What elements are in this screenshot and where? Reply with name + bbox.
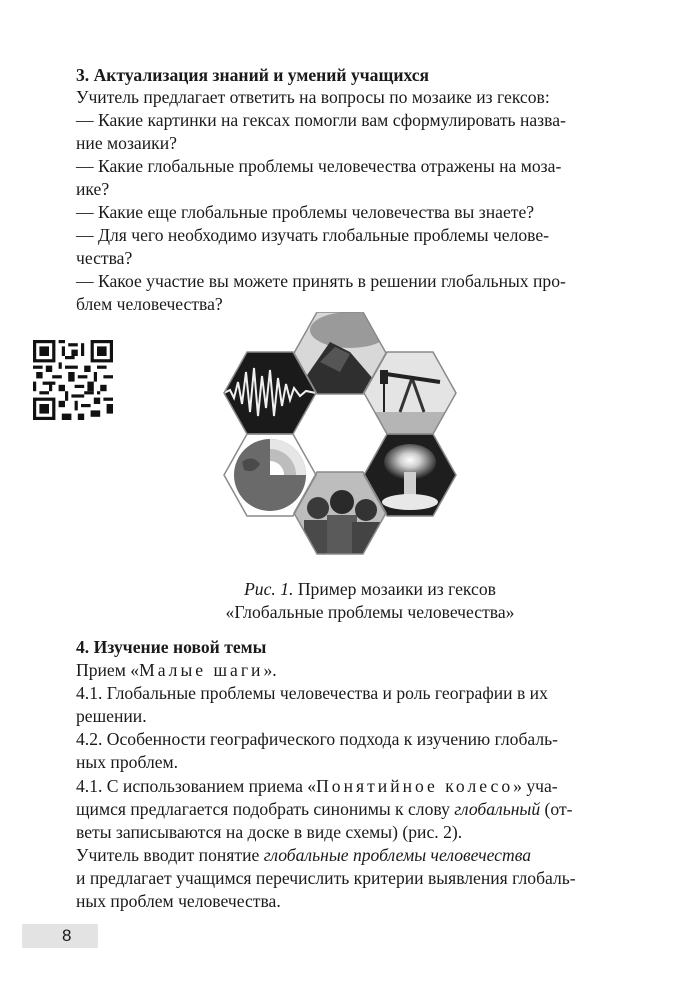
text-line: блем человечества? [76,294,223,314]
text-fragment: » уча- [513,776,558,796]
hexagon-mosaic [200,312,480,574]
text-line [76,844,616,866]
term-spaced: Понятийное колесо [316,776,514,796]
figure-caption-text: Пример мозаики из гексов [293,579,496,599]
text-fragment: щимся предлагается подобрать синонимы к слову [76,799,455,819]
text-line [76,775,616,797]
qr-code-icon[interactable] [33,340,113,420]
method-suffix: ». [263,660,277,680]
section-3-heading: 3. Актуализация знаний и умений учащихся [76,65,430,85]
figure-caption-label: Рис. 1. [244,579,294,599]
method-name: Малые шаги [139,660,264,680]
text-line: решении. [76,706,147,726]
text-line: веты записываются на доске в виде схемы) (рис. 2). [76,822,463,842]
text-line [76,798,616,820]
figure-caption-line-2: «Глобальные проблемы человечества» [225,602,515,622]
term-italic: глобальные проблемы человечества [263,845,532,865]
text-line: ных проблем человечества. [76,891,281,911]
text-line: 4.1. Глобальные проблемы человечества и роль географии в их [76,683,548,703]
text-line: — Какое участие вы можете принять в решении глобальных про- [76,271,566,291]
text-fragment: 4.1. С использованием приема « [76,776,317,796]
text-line: ние мозаики? [76,133,177,153]
text-line: — Какие картинки на гексах помогли вам сформулировать назва- [76,110,566,130]
term-italic: глобальный [454,799,541,819]
text-fragment: Учитель вводит понятие [76,845,264,865]
text-line: ных проблем. [76,752,179,772]
method-prefix: Прием « [76,660,140,680]
figure-caption [180,578,560,600]
text-line: — Какие еще глобальные проблемы человечества вы знаете? [76,202,535,222]
text-line: и предлагает учащимся перечислить критерии выявления глобаль- [76,868,576,888]
text-line: — Какие глобальные проблемы человечества отражены на моза- [76,156,562,176]
text-line: — Для чего необходимо изучать глобальные проблемы челове- [76,225,550,245]
page-number: 8 [22,924,98,948]
section-4-heading: 4. Изучение новой темы [76,637,267,657]
text-fragment: (от- [540,799,573,819]
text-line: 4.2. Особенности географического подхода к изучению глобаль- [76,729,559,749]
text-line: Учитель предлагает ответить на вопросы по мозаике из гексов: [76,87,550,107]
method-line [76,659,616,681]
text-line: чества? [76,248,133,268]
text-line: ике? [76,179,110,199]
